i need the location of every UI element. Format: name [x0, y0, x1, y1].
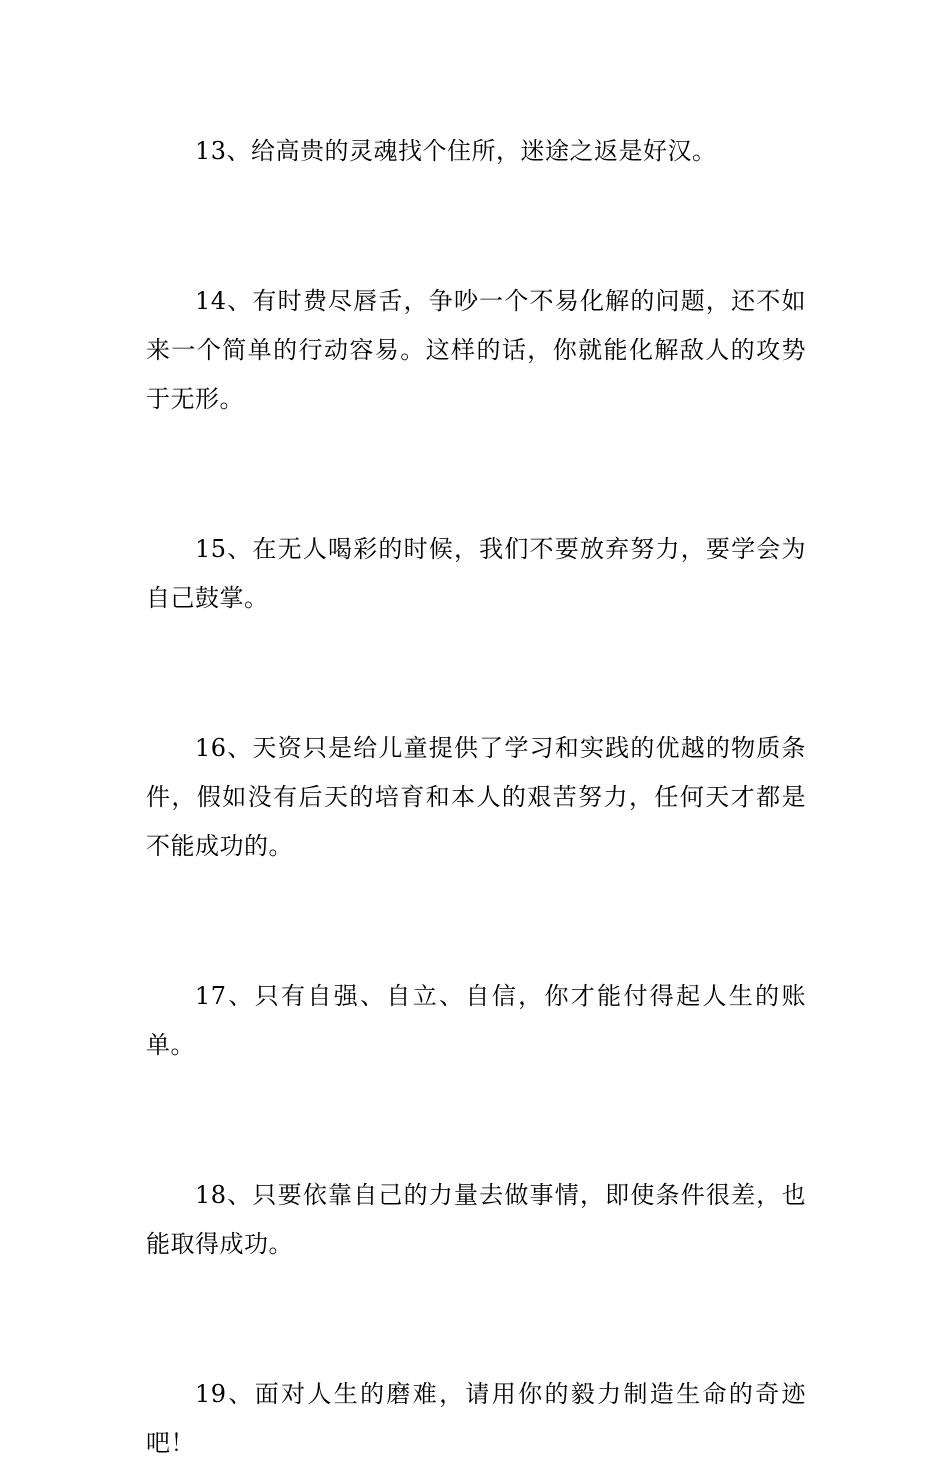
- paragraph-19: 19、面对人生的磨难，请用你的毅力制造生命的奇迹吧！: [146, 1380, 806, 1457]
- paragraph-15: 15、在无人喝彩的时候，我们不要放弃努力，要学会为自己鼓掌。: [146, 535, 806, 612]
- paragraph-14: 14、有时费尽唇舌，争吵一个不易化解的问题，还不如来一个简单的行动容易。这样的话，你就能化解敌人的攻势于无形。: [146, 287, 806, 413]
- paragraph-16: 16、天资只是给儿童提供了学习和实践的优越的物质条件，假如没有后天的培育和本人的艰苦努力，任何天才都是不能成功的。: [146, 734, 806, 860]
- paragraph-13: 13、给高贵的灵魂找个住所，迷途之返是好汉。: [195, 137, 717, 165]
- paragraph-18: 18、只要依靠自己的力量去做事情，即使条件很差，也能取得成功。: [146, 1181, 806, 1258]
- document-body: [146, 127, 806, 1468]
- paragraph-17: 17、只有自强、自立、自信，你才能付得起人生的账单。: [146, 982, 806, 1059]
